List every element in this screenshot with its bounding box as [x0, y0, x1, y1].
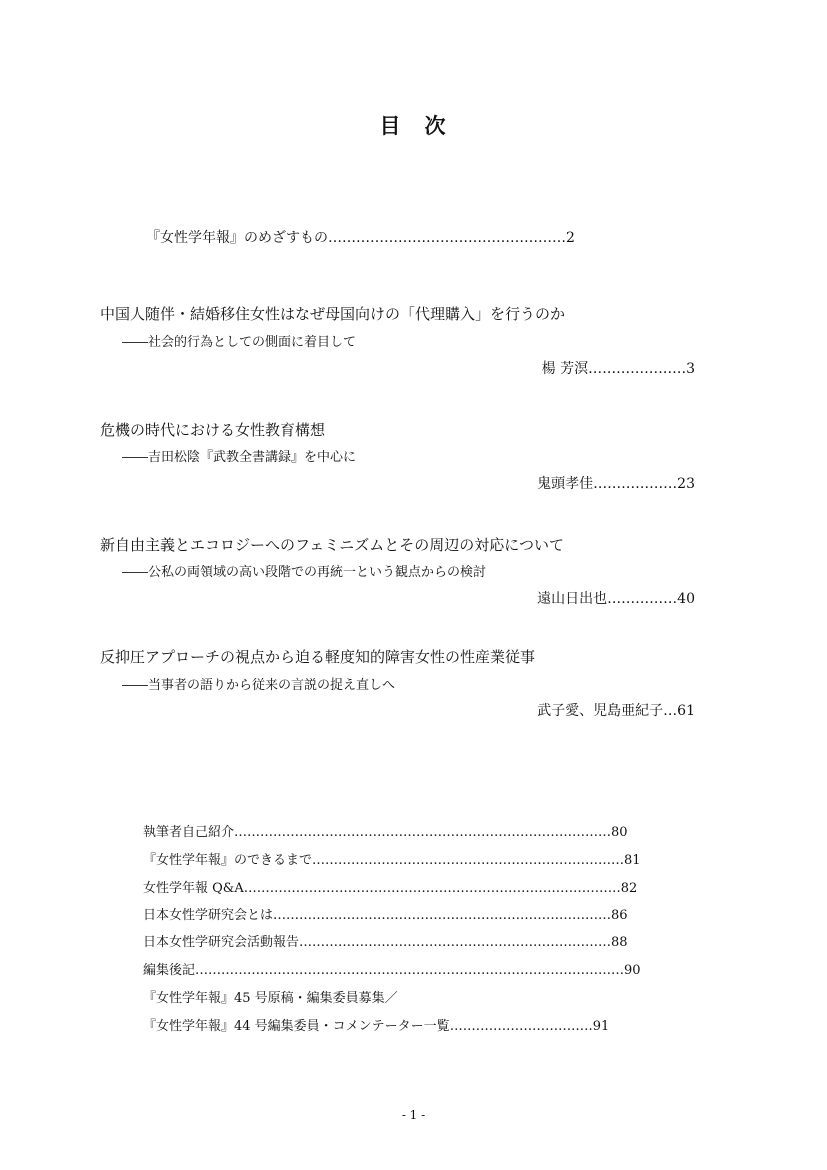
toc-page-number: 80: [611, 825, 628, 840]
toc-backmatter-entry[interactable]: [143, 852, 641, 870]
article-title[interactable]: 新自由主義とエコロジーへのフェミニズムとその周辺の対応について: [100, 536, 564, 554]
toc-entry-text: 日本女性学研究会とは: [143, 908, 274, 923]
page-number-footer: - 1 -: [401, 1108, 426, 1122]
toc-leader-dots: ………………………………………………………………: [312, 853, 625, 868]
toc-entry-text: 『女性学年報』のめざすもの: [146, 230, 328, 246]
toc-intro-entry[interactable]: [146, 229, 575, 247]
toc-leader-dots: ……………………………………………………………………………: [234, 825, 612, 840]
title-char-1: 目: [379, 113, 403, 138]
toc-page-number: 40: [677, 591, 695, 607]
title-char-2: 次: [424, 113, 448, 138]
toc-entry-text: 編集後記: [143, 963, 196, 978]
article-title[interactable]: 危機の時代における女性教育構想: [100, 421, 326, 439]
toc-backmatter-entry[interactable]: [143, 962, 641, 980]
article-author: 楊 芳溟: [541, 361, 589, 377]
article-title[interactable]: 反抑圧アプローチの視点から迫る軽度知的障害女性の性産業従事: [100, 648, 536, 666]
toc-backmatter-entry[interactable]: [143, 880, 637, 898]
toc-leader-dots: ……………………………………………: [328, 230, 566, 246]
page-title: [0, 110, 827, 140]
toc-page-number: 88: [611, 935, 628, 950]
toc-page-number: 81: [624, 853, 641, 868]
toc-page-number: 82: [620, 881, 638, 896]
toc-backmatter-entry[interactable]: [143, 990, 398, 1008]
toc-page-number: 3: [686, 361, 695, 377]
toc-leader-dots: ………………………………………………………………: [299, 935, 612, 950]
toc-entry-text: 『女性学年報』44 号編集委員・コメンテーター一覧: [143, 1019, 450, 1034]
toc-leader-dots: ………………: [593, 476, 678, 492]
article-subtitle: ――当事者の語りから従来の言説の捉え直しへ: [122, 678, 396, 693]
toc-leader-dots: ……………………………………………………………………………: [243, 881, 621, 896]
article-author-line: [537, 590, 695, 608]
toc-page-number: 61: [677, 703, 695, 719]
article-author: 鬼頭孝佳: [537, 476, 594, 492]
toc-page-number: 90: [624, 963, 641, 978]
article-subtitle: ――社会的行為としての側面に着目して: [122, 335, 357, 350]
article-subtitle: ――吉田松陰『武教全書講録』を中心に: [122, 450, 357, 465]
article-author: 遠山日出也: [537, 591, 608, 607]
toc-backmatter-entry[interactable]: [143, 907, 628, 925]
article-author-line: [537, 475, 695, 493]
toc-backmatter-entry[interactable]: [143, 1018, 609, 1036]
toc-entry-text: 女性学年報 Q&A: [143, 881, 244, 896]
article-author-line: [542, 360, 695, 378]
toc-leader-dots: …: [663, 703, 678, 719]
article-author: 武子愛、児島亜紀子: [537, 703, 664, 719]
toc-leader-dots: ………………………………………………………………………………………: [195, 963, 625, 978]
toc-entry-text: 日本女性学研究会活動報告: [143, 935, 300, 950]
article-title[interactable]: 中国人随伴・結婚移住女性はなぜ母国向けの「代理購入」を行うのか: [100, 305, 566, 323]
toc-leader-dots: ……………………………: [449, 1019, 593, 1034]
article-subtitle: ――公私の両領域の高い段階での再統一という観点からの検討: [122, 565, 487, 580]
toc-entry-text: 『女性学年報』45 号原稿・編集委員募集／: [143, 991, 398, 1006]
toc-leader-dots: ……………………………………………………………………: [273, 908, 612, 923]
toc-page-number: 2: [566, 230, 575, 246]
toc-backmatter-entry[interactable]: [143, 824, 628, 842]
article-author-line: [537, 702, 695, 720]
toc-entry-text: 執筆者自己紹介: [143, 825, 235, 840]
toc-leader-dots: ……………: [607, 591, 678, 607]
toc-entry-text: 『女性学年報』のできるまで: [143, 853, 313, 868]
toc-page-number: 86: [611, 908, 628, 923]
toc-backmatter-entry[interactable]: [143, 934, 628, 952]
toc-page-number: 23: [677, 476, 695, 492]
toc-page-number: 91: [592, 1019, 610, 1034]
toc-leader-dots: …………………: [588, 361, 687, 377]
